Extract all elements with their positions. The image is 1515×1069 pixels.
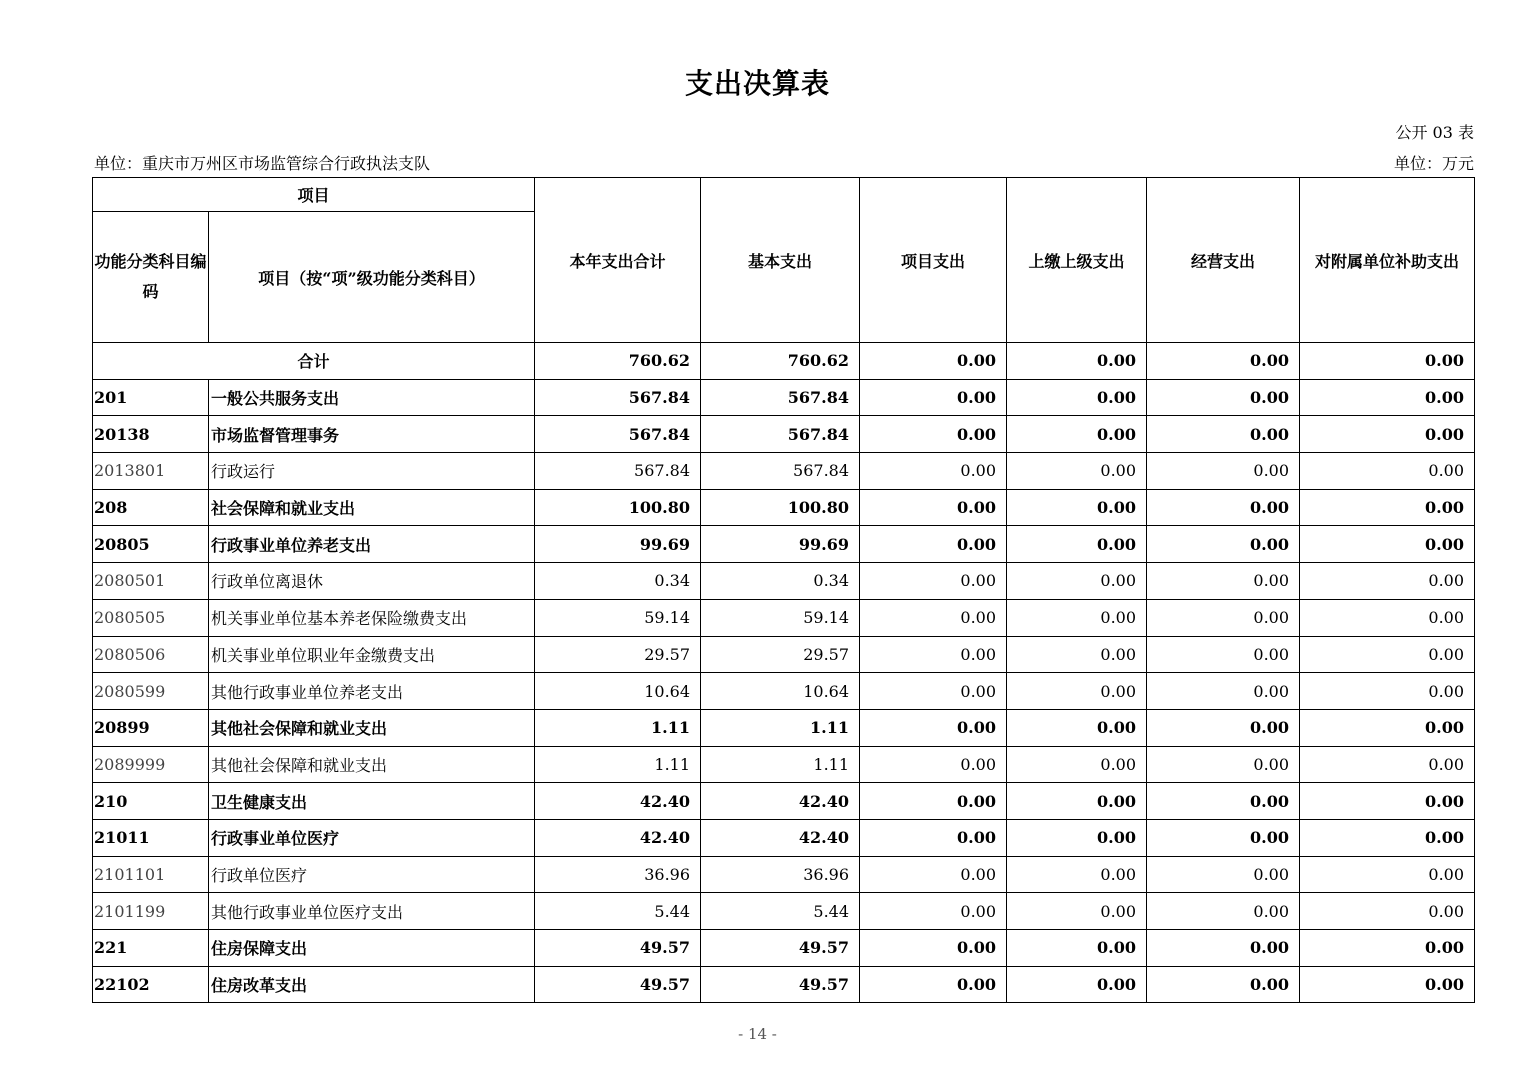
table-row	[93, 966, 1475, 1003]
total-cell-subsidy: 0.00	[1300, 343, 1475, 380]
cell-basic: 42.40	[701, 819, 860, 856]
header-upper-payment: 上缴上级支出	[1007, 178, 1147, 343]
cell-subsidy: 0.00	[1300, 673, 1475, 710]
cell-total: 49.57	[535, 930, 701, 967]
table-row	[93, 783, 1475, 820]
table-row	[93, 416, 1475, 453]
cell-subsidy: 0.00	[1300, 856, 1475, 893]
cell-basic: 29.57	[701, 636, 860, 673]
table-row	[93, 673, 1475, 710]
cell-upper-payment: 0.00	[1007, 893, 1147, 930]
cell-code: 20138	[93, 416, 209, 453]
cell-basic: 567.84	[701, 379, 860, 416]
cell-upper-payment: 0.00	[1007, 930, 1147, 967]
cell-total: 42.40	[535, 783, 701, 820]
cell-total: 36.96	[535, 856, 701, 893]
table-row	[93, 746, 1475, 783]
cell-subsidy: 0.00	[1300, 453, 1475, 490]
cell-name: 其他行政事业单位养老支出	[209, 673, 535, 710]
cell-code: 2080506	[93, 636, 209, 673]
cell-subsidy: 0.00	[1300, 819, 1475, 856]
cell-project-expenditure: 0.00	[860, 599, 1007, 636]
unit-organization: 单位：重庆市万州区市场监管综合行政执法支队	[94, 154, 431, 173]
cell-upper-payment: 0.00	[1007, 379, 1147, 416]
cell-project-expenditure: 0.00	[860, 379, 1007, 416]
cell-project-expenditure: 0.00	[860, 893, 1007, 930]
cell-business: 0.00	[1147, 673, 1300, 710]
cell-basic: 5.44	[701, 893, 860, 930]
cell-project-expenditure: 0.00	[860, 563, 1007, 600]
total-label: 合计	[93, 343, 535, 380]
cell-basic: 567.84	[701, 416, 860, 453]
cell-project-expenditure: 0.00	[860, 636, 1007, 673]
cell-project-expenditure: 0.00	[860, 416, 1007, 453]
cell-upper-payment: 0.00	[1007, 453, 1147, 490]
cell-business: 0.00	[1147, 453, 1300, 490]
cell-name: 机关事业单位职业年金缴费支出	[209, 636, 535, 673]
cell-name: 市场监督管理事务	[209, 416, 535, 453]
cell-upper-payment: 0.00	[1007, 673, 1147, 710]
cell-subsidy: 0.00	[1300, 709, 1475, 746]
header-name: 项目（按“项”级功能分类科目）	[209, 212, 535, 343]
header-project-expenditure: 项目支出	[860, 178, 1007, 343]
cell-total: 567.84	[535, 379, 701, 416]
table-row	[93, 819, 1475, 856]
cell-code: 201	[93, 379, 209, 416]
cell-business: 0.00	[1147, 783, 1300, 820]
cell-name: 行政事业单位医疗	[209, 819, 535, 856]
cell-subsidy: 0.00	[1300, 966, 1475, 1003]
cell-name: 其他行政事业单位医疗支出	[209, 893, 535, 930]
cell-upper-payment: 0.00	[1007, 599, 1147, 636]
table-row	[93, 453, 1475, 490]
cell-name: 行政单位医疗	[209, 856, 535, 893]
cell-code: 208	[93, 489, 209, 526]
header-basic: 基本支出	[701, 178, 860, 343]
cell-business: 0.00	[1147, 416, 1300, 453]
table-row	[93, 930, 1475, 967]
cell-name: 行政事业单位养老支出	[209, 526, 535, 563]
cell-business: 0.00	[1147, 966, 1300, 1003]
cell-name: 一般公共服务支出	[209, 379, 535, 416]
cell-subsidy: 0.00	[1300, 563, 1475, 600]
cell-upper-payment: 0.00	[1007, 489, 1147, 526]
cell-project-expenditure: 0.00	[860, 783, 1007, 820]
cell-basic: 1.11	[701, 709, 860, 746]
cell-project-expenditure: 0.00	[860, 819, 1007, 856]
cell-subsidy: 0.00	[1300, 526, 1475, 563]
cell-project-expenditure: 0.00	[860, 930, 1007, 967]
cell-code: 20899	[93, 709, 209, 746]
cell-basic: 0.34	[701, 563, 860, 600]
cell-name: 机关事业单位基本养老保险缴费支出	[209, 599, 535, 636]
cell-name: 行政运行	[209, 453, 535, 490]
form-number: 公开 03 表	[1395, 123, 1474, 142]
cell-upper-payment: 0.00	[1007, 746, 1147, 783]
cell-name: 行政单位离退休	[209, 563, 535, 600]
cell-code: 22102	[93, 966, 209, 1003]
cell-name: 其他社会保障和就业支出	[209, 709, 535, 746]
cell-code: 2080599	[93, 673, 209, 710]
total-cell-project-expenditure: 0.00	[860, 343, 1007, 380]
cell-project-expenditure: 0.00	[860, 746, 1007, 783]
cell-basic: 1.11	[701, 746, 860, 783]
cell-business: 0.00	[1147, 856, 1300, 893]
expenditure-table	[92, 177, 1475, 1003]
total-cell-total: 760.62	[535, 343, 701, 380]
cell-total: 10.64	[535, 673, 701, 710]
table-row	[93, 599, 1475, 636]
cell-total: 99.69	[535, 526, 701, 563]
cell-subsidy: 0.00	[1300, 930, 1475, 967]
cell-business: 0.00	[1147, 709, 1300, 746]
cell-project-expenditure: 0.00	[860, 966, 1007, 1003]
table-row	[93, 489, 1475, 526]
table-row	[93, 636, 1475, 673]
table-row	[93, 893, 1475, 930]
cell-upper-payment: 0.00	[1007, 709, 1147, 746]
cell-basic: 49.57	[701, 930, 860, 967]
cell-subsidy: 0.00	[1300, 746, 1475, 783]
cell-subsidy: 0.00	[1300, 893, 1475, 930]
cell-basic: 36.96	[701, 856, 860, 893]
cell-upper-payment: 0.00	[1007, 636, 1147, 673]
cell-project-expenditure: 0.00	[860, 709, 1007, 746]
cell-total: 42.40	[535, 819, 701, 856]
cell-code: 221	[93, 930, 209, 967]
cell-project-expenditure: 0.00	[860, 856, 1007, 893]
header-code: 功能分类科目编码	[93, 212, 209, 343]
cell-code: 2101199	[93, 893, 209, 930]
cell-business: 0.00	[1147, 379, 1300, 416]
cell-total: 5.44	[535, 893, 701, 930]
cell-basic: 100.80	[701, 489, 860, 526]
cell-total: 100.80	[535, 489, 701, 526]
cell-total: 567.84	[535, 416, 701, 453]
cell-upper-payment: 0.00	[1007, 783, 1147, 820]
cell-subsidy: 0.00	[1300, 489, 1475, 526]
cell-code: 2089999	[93, 746, 209, 783]
table-row	[93, 563, 1475, 600]
cell-business: 0.00	[1147, 930, 1300, 967]
cell-project-expenditure: 0.00	[860, 526, 1007, 563]
cell-project-expenditure: 0.00	[860, 489, 1007, 526]
cell-total: 49.57	[535, 966, 701, 1003]
cell-subsidy: 0.00	[1300, 599, 1475, 636]
cell-subsidy: 0.00	[1300, 379, 1475, 416]
cell-code: 20805	[93, 526, 209, 563]
unit-currency: 单位：万元	[1393, 154, 1474, 173]
cell-total: 59.14	[535, 599, 701, 636]
cell-subsidy: 0.00	[1300, 783, 1475, 820]
cell-upper-payment: 0.00	[1007, 856, 1147, 893]
header-project: 项目	[93, 178, 535, 212]
cell-business: 0.00	[1147, 893, 1300, 930]
cell-code: 2080501	[93, 563, 209, 600]
table-row	[93, 856, 1475, 893]
header-business: 经营支出	[1147, 178, 1300, 343]
cell-upper-payment: 0.00	[1007, 819, 1147, 856]
cell-name: 卫生健康支出	[209, 783, 535, 820]
cell-upper-payment: 0.00	[1007, 526, 1147, 563]
cell-business: 0.00	[1147, 819, 1300, 856]
page-number: - 14 -	[738, 1025, 777, 1043]
cell-basic: 49.57	[701, 966, 860, 1003]
cell-total: 29.57	[535, 636, 701, 673]
cell-project-expenditure: 0.00	[860, 453, 1007, 490]
cell-basic: 99.69	[701, 526, 860, 563]
page-title: 支出决算表	[684, 67, 830, 100]
cell-basic: 10.64	[701, 673, 860, 710]
cell-code: 21011	[93, 819, 209, 856]
cell-code: 2101101	[93, 856, 209, 893]
total-cell-business: 0.00	[1147, 343, 1300, 380]
cell-upper-payment: 0.00	[1007, 563, 1147, 600]
cell-name: 住房保障支出	[209, 930, 535, 967]
cell-subsidy: 0.00	[1300, 416, 1475, 453]
cell-basic: 59.14	[701, 599, 860, 636]
cell-total: 0.34	[535, 563, 701, 600]
cell-business: 0.00	[1147, 599, 1300, 636]
cell-business: 0.00	[1147, 526, 1300, 563]
cell-business: 0.00	[1147, 636, 1300, 673]
total-cell-basic: 760.62	[701, 343, 860, 380]
cell-name: 住房改革支出	[209, 966, 535, 1003]
table-row	[93, 379, 1475, 416]
total-row	[93, 343, 1475, 380]
cell-upper-payment: 0.00	[1007, 416, 1147, 453]
cell-total: 567.84	[535, 453, 701, 490]
cell-business: 0.00	[1147, 563, 1300, 600]
total-cell-upper-payment: 0.00	[1007, 343, 1147, 380]
cell-name: 社会保障和就业支出	[209, 489, 535, 526]
table-row	[93, 526, 1475, 563]
cell-basic: 567.84	[701, 453, 860, 490]
header-total: 本年支出合计	[535, 178, 701, 343]
cell-subsidy: 0.00	[1300, 636, 1475, 673]
cell-project-expenditure: 0.00	[860, 673, 1007, 710]
cell-upper-payment: 0.00	[1007, 966, 1147, 1003]
cell-basic: 42.40	[701, 783, 860, 820]
cell-name: 其他社会保障和就业支出	[209, 746, 535, 783]
cell-total: 1.11	[535, 709, 701, 746]
cell-code: 2013801	[93, 453, 209, 490]
cell-business: 0.00	[1147, 746, 1300, 783]
cell-business: 0.00	[1147, 489, 1300, 526]
cell-total: 1.11	[535, 746, 701, 783]
table-row	[93, 709, 1475, 746]
cell-code: 2080505	[93, 599, 209, 636]
header-subsidy: 对附属单位补助支出	[1300, 178, 1475, 343]
cell-code: 210	[93, 783, 209, 820]
